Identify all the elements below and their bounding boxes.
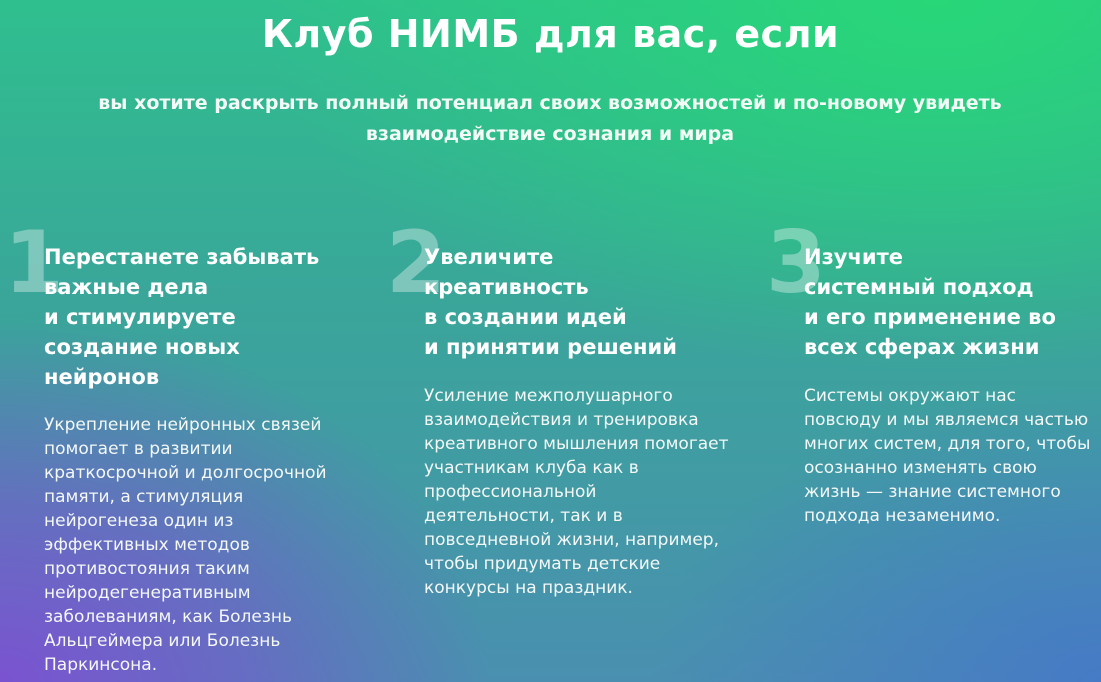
- benefit-number-2: 2: [386, 213, 446, 313]
- benefit-text-2: Усиление межполушарного взаимодействия и тренировка креативного мышления помогает участникам клуба как в профессиональной деятельности, так и в повседневной жизни, например, чтобы придумать детские конкурсы на праздник.: [424, 386, 729, 598]
- benefit-number-1: 1: [4, 213, 64, 313]
- benefit-heading-2: Увеличите креативность в создании идей и принятии решений: [424, 245, 677, 359]
- benefit-text-3: Системы окружают нас повсюду и мы являемся частью многих систем, для того, чтобы осознанно изменять свою жизнь — знание системного подхода незаменимо.: [804, 386, 1091, 526]
- benefit-heading-1: Перестанете забывать важные дела и стимулируете создание новых нейронов: [44, 245, 320, 389]
- benefit-heading-3: Изучите системный подход и его применение во всех сферах жизни: [804, 245, 1056, 359]
- section-title: Клуб НИМБ для вас, если: [261, 12, 840, 56]
- benefit-number-3: 3: [766, 213, 826, 313]
- section-subtitle: вы хотите раскрыть полный потенциал своих возможностей и по-новому увидеть взаимодействие сознания и мира: [98, 92, 1002, 145]
- benefit-text-1: Укрепление нейронных связей помогает в развитии краткосрочной и долгосрочной памяти, а стимуляция нейрогенеза один из эффективных методов противостояния таким нейродегенеративным заболеваниям, как Болезнь Альцгеймера или Болезнь Паркинсона.: [44, 415, 327, 675]
